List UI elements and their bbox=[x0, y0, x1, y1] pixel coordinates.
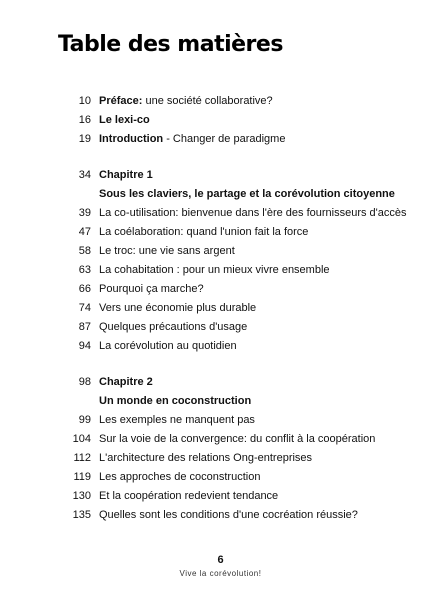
toc-entry-text bbox=[99, 92, 273, 111]
toc-page-number: 58 bbox=[78, 245, 91, 257]
toc-page-number: 19 bbox=[78, 133, 91, 145]
toc-entry-introduction bbox=[0, 130, 441, 149]
chapter-label: Chapitre 2 bbox=[99, 376, 153, 388]
toc-page-number: 112 bbox=[73, 452, 91, 464]
toc-entry bbox=[0, 223, 441, 242]
toc-entry-lead: Le lexi-co bbox=[99, 114, 150, 126]
toc-chapter-1-title bbox=[0, 185, 441, 204]
toc-page-number: 87 bbox=[78, 321, 91, 333]
toc-entry-text: Vers une économie plus durable bbox=[99, 302, 257, 314]
toc-page-number: 135 bbox=[72, 509, 91, 521]
toc-page-number: 47 bbox=[78, 226, 91, 238]
toc-page-number: 63 bbox=[78, 264, 91, 276]
table-of-contents bbox=[0, 92, 441, 525]
toc-entry-text: Quelques précautions d'usage bbox=[99, 321, 248, 333]
toc-entry-text: La corévolution au quotidien bbox=[99, 340, 237, 352]
toc-entry bbox=[0, 449, 441, 468]
toc-entry-text: La cohabitation : pour un mieux vivre ensemble bbox=[99, 264, 330, 276]
toc-entry bbox=[0, 337, 441, 356]
toc-entry-text bbox=[99, 130, 285, 149]
toc-entry-text bbox=[99, 111, 150, 130]
toc-entry bbox=[0, 280, 441, 299]
toc-entry-text: Pourquoi ça marche? bbox=[99, 283, 204, 295]
chapter-title: Un monde en coconstruction bbox=[99, 395, 252, 407]
toc-entry bbox=[0, 411, 441, 430]
page-title: Table des matières bbox=[58, 32, 283, 57]
toc-page-number: 39 bbox=[78, 207, 91, 219]
toc-page-number: 34 bbox=[78, 169, 91, 181]
footer-running-title: Vive la corévolution! bbox=[179, 569, 262, 578]
toc-entry-text: Et la coopération redevient tendance bbox=[99, 490, 279, 502]
toc-page-number: 94 bbox=[78, 340, 91, 352]
toc-entry-text: Sur la voie de la convergence: du conflit à la coopération bbox=[99, 433, 376, 445]
toc-chapter-2-heading bbox=[0, 373, 441, 392]
toc-entry-text: La co-utilisation: bienvenue dans l'ère des fournisseurs d'accès bbox=[99, 207, 407, 219]
toc-page-number: 99 bbox=[78, 414, 91, 426]
toc-entry bbox=[0, 506, 441, 525]
toc-entry-text: Quelles sont les conditions d'une cocréation réussie? bbox=[99, 509, 358, 521]
toc-page-number: 98 bbox=[78, 376, 91, 388]
toc-entry-rest: une société collaborative? bbox=[142, 95, 273, 107]
toc-entry-text: L'architecture des relations Ong-entreprises bbox=[99, 452, 313, 464]
toc-entry bbox=[0, 468, 441, 487]
toc-page-number: 104 bbox=[72, 433, 91, 445]
toc-entry-text: Les exemples ne manquent pas bbox=[99, 414, 255, 426]
toc-page-number: 16 bbox=[78, 114, 91, 126]
toc-entry bbox=[0, 242, 441, 261]
toc-entry-rest: - Changer de paradigme bbox=[163, 133, 286, 145]
toc-entry-text: Les approches de coconstruction bbox=[99, 471, 261, 483]
chapter-title: Sous les claviers, le partage et la corévolution citoyenne bbox=[99, 188, 395, 200]
toc-entry bbox=[0, 204, 441, 223]
toc-entry-text: La coélaboration: quand l'union fait la force bbox=[99, 226, 309, 238]
toc-entry bbox=[0, 299, 441, 318]
toc-page-number: 66 bbox=[78, 283, 91, 295]
toc-page-number: 74 bbox=[78, 302, 91, 314]
toc-chapter-1-heading bbox=[0, 166, 441, 185]
toc-page-number: 119 bbox=[73, 471, 91, 483]
chapter-label: Chapitre 1 bbox=[99, 169, 153, 181]
toc-entry-lead: Introduction bbox=[99, 133, 164, 145]
toc-chapter-2-title bbox=[0, 392, 441, 411]
toc-entry bbox=[0, 430, 441, 449]
toc-entry-lead: Préface: bbox=[99, 95, 143, 107]
footer-page-number: 6 bbox=[217, 554, 224, 566]
toc-page-number: 130 bbox=[72, 490, 91, 502]
toc-page-number: 10 bbox=[78, 95, 91, 107]
toc-entry bbox=[0, 487, 441, 506]
toc-entry bbox=[0, 318, 441, 337]
toc-entry-lexico bbox=[0, 111, 441, 130]
toc-entry-text: Le troc: une vie sans argent bbox=[99, 245, 235, 257]
toc-entry-preface bbox=[0, 92, 441, 111]
toc-entry bbox=[0, 261, 441, 280]
